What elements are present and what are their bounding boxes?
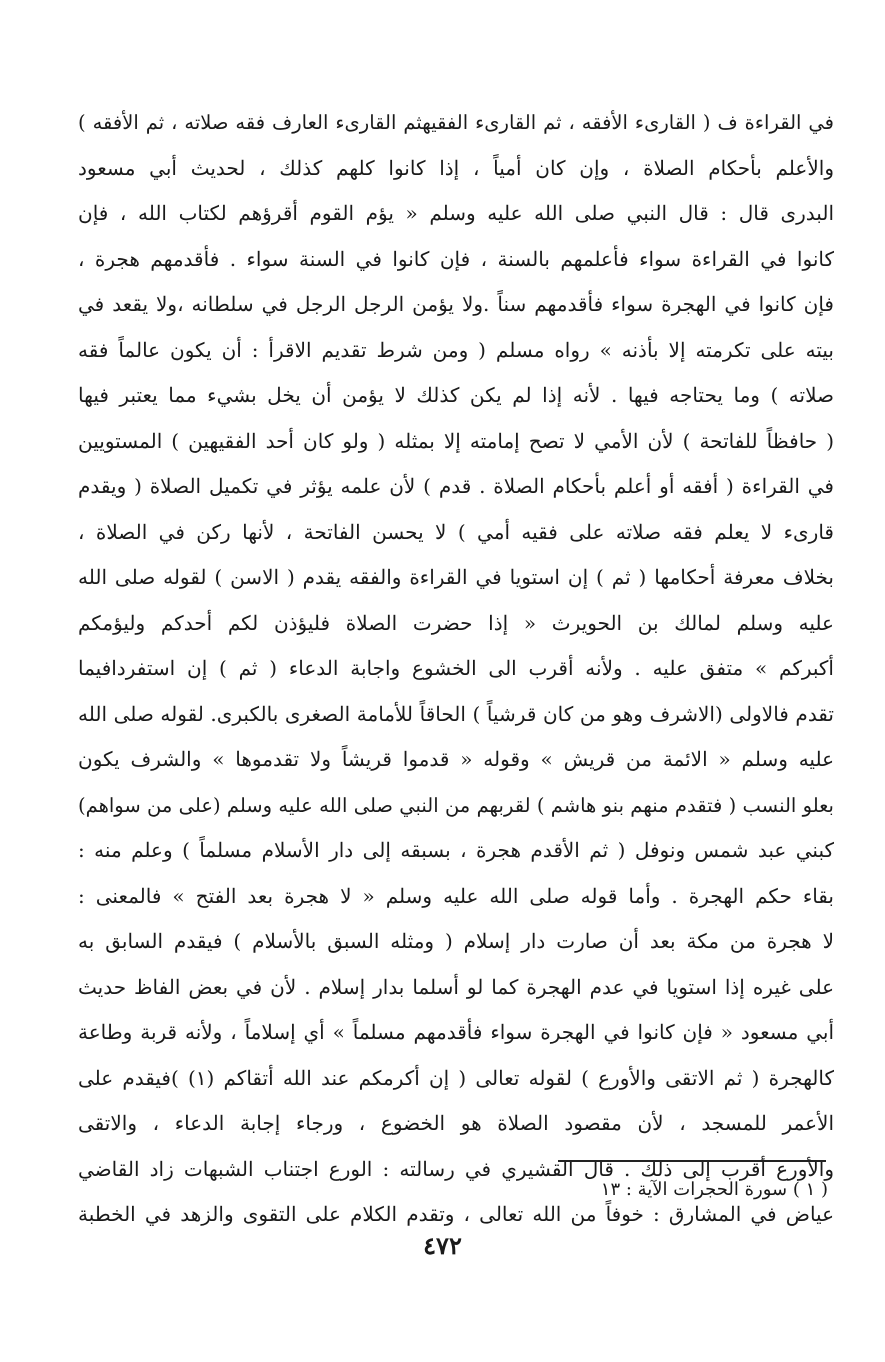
page-number: ٤٧٢	[423, 1231, 462, 1260]
text-line: كانوا في القراءة سواء فأعلمهم بالسنة ، فإن كانوا في السنة سواء . فأقدمهم هجرة ،	[78, 246, 834, 271]
text-line: على غيره إذا استويا في عدم الهجرة كما لو أسلما بدار إسلام . لأن في بعض الفاظ حديث	[78, 974, 834, 999]
text-line: بعلو النسب ( فتقدم منهم بنو هاشم ) لقربهم من النبي صلى الله عليه وسلم (على من سواهم)	[78, 793, 834, 817]
text-line: عليه وسلم « الائمة من قريش » وقوله « قدموا قريشاً ولا تقدموها » والشرف يكون	[78, 747, 834, 771]
text-line: في القراءة ف ( القارىء الأفقه ، ثم القارىء الفقيهثم القارىء العارف فقه صلاته ، ثم الأفقه )	[78, 111, 834, 134]
text-line: أبي مسعود « فإن كانوا في الهجرة سواء فأقدمهم مسلماً » أي إسلاماً ، ولأنه قربة وطاعة	[78, 1020, 834, 1044]
text-line: البدرى قال : قال النبي صلى الله عليه وسلم « يؤم القوم أقرؤهم لكتاب الله ، فإن	[78, 201, 834, 225]
text-line: والأعلم بأحكام الصلاة ، وإن كان أمياً ، إذا كانوا كلهم كذلك ، لحديث أبي مسعود	[78, 155, 834, 180]
text-line: صلاته ) وما يحتاجه فيها . لأنه إذا لم يكن كذلك لا يؤمن أن يخل بشيء مما يعتبر فيها	[78, 383, 834, 407]
text-line: الأعمر للمسجد ، لأن مقصود الصلاة هو الخضوع ، ورجاء إجابة الدعاء ، والاتقى	[78, 1111, 834, 1135]
text-line: لا هجرة من مكة بعد أن صارت دار إسلام ( ومثله السبق بالأسلام ) فيقدم السابق به	[78, 929, 834, 953]
text-line: كبني عبد شمس ونوفل ( ثم الأقدم هجرة ، بسبقه إلى دار الأسلام مسلماً ) وعلم منه :	[78, 838, 834, 862]
text-line: أكبركم » متفق عليه . ولأنه أقرب الى الخشوع واجابة الدعاء ( ثم ) إن استفردافيما	[78, 656, 834, 680]
text-line: قارىء لا يعلم فقه صلاته على فقيه أمي ) لا يحسن الفاتحة ، لأنها ركن في الصلاة ،	[78, 519, 834, 544]
text-line: بقاء حكم الهجرة . وأما قوله صلى الله عليه وسلم « لا هجرة بعد الفتح » فالمعنى :	[78, 883, 834, 908]
text-line: ( حافظاً للفاتحة ) لأن الأمي لا تصح إمامته إلا بمثله ( ولو كان أحد الفقيهين ) المستويين	[78, 428, 834, 453]
text-line: عياض في المشارق : خوفاً من الله تعالى ، وتقدم الكلام على التقوى والزهد في الخطبة	[78, 1202, 834, 1226]
text-line: والأورع أقرب إلى ذلك . قال القشيري في رسالته : الورع اجتناب الشبهات زاد القاضي	[78, 1156, 834, 1181]
text-line: تقدم فالاولى (الاشرف وهو من كان قرشياً ) الحاقاً للأمامة الصغرى بالكبرى. لقوله صلى الله	[78, 701, 834, 726]
text-line: في القراءة ( أفقه أو أعلم بأحكام الصلاة . قدم ) لأن علمه يؤثر في تكميل الصلاة ( ويقدم	[78, 474, 834, 498]
main-text	[78, 100, 834, 1238]
footnote-divider	[558, 1160, 826, 1162]
text-line: فإن كانوا في الهجرة سواء فأقدمهم سناً .ولا يؤمن الرجل الرجل في سلطانه ،ولا يقعد في	[78, 292, 834, 316]
text-line: عليه وسلم لمالك بن الحويرث « إذا حضرت الصلاة فليؤذن لكم أحدكم وليؤمكم	[78, 610, 834, 635]
text-line: كالهجرة ( ثم الاتقى والأورع ) لقوله تعالى ( إن أكرمكم عند الله أتقاكم (١) )فيقدم على	[78, 1065, 834, 1090]
text-line: بخلاف معرفة أحكامها ( ثم ) إن استويا في القراءة والفقه يقدم ( الاسن ) لقوله صلى الله	[78, 565, 834, 589]
text-line: بيته على تكرمته إلا بأذنه » رواه مسلم ( ومن شرط تقديم الاقرأ : أن يكون عالماً فقه	[78, 337, 834, 362]
footnote: ( ١ ) سورة الحجرات الآية : ١٣	[600, 1179, 828, 1200]
